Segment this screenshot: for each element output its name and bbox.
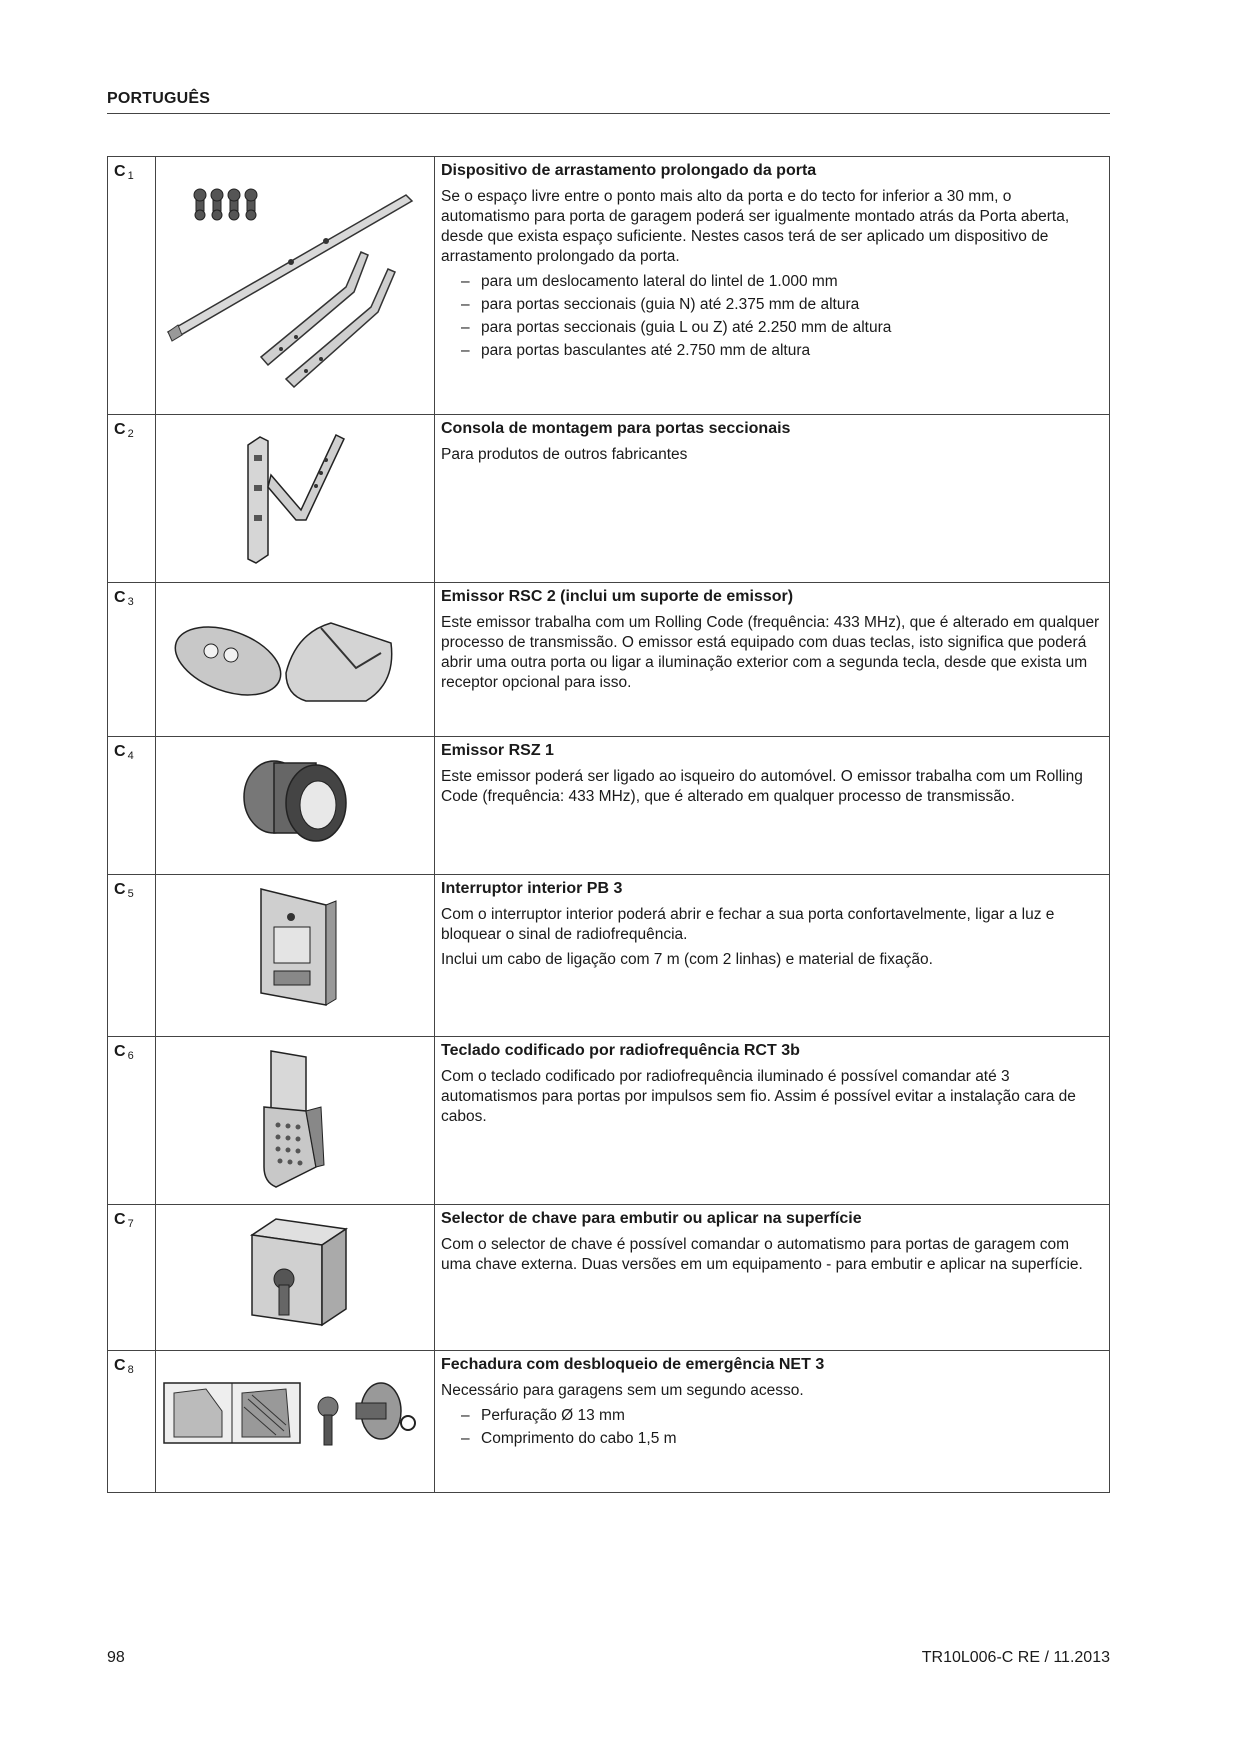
item-bullet-list <box>441 1406 1101 1449</box>
item-code: C $_6$ <box>108 1037 156 1205</box>
item-paragraph: Com o selector de chave é possível comandar o automatismo para portas de garagem com uma chave externa. Duas versões em um equipamento - para embutir e aplicar na superfície. <box>441 1236 1083 1273</box>
item-paragraph: Se o espaço livre entre o ponto mais alto da porta e do tecto for inferior a 30 mm, o automatismo para porta de garagem poderá ser igualmente montado atrás da Porta aberta, desde que exista espaço suficiente. Nestes casos terá de ser aplicado um dispositivo de arrastamento prolongado da porta. <box>441 188 1070 265</box>
item-title: Emissor RSZ 1 <box>441 742 554 759</box>
item-code: C $_4$ <box>108 737 156 875</box>
item-description <box>435 157 1110 415</box>
accessories-table <box>107 156 1110 1493</box>
item-code: C $_5$ <box>108 875 156 1037</box>
table-row <box>108 157 1110 415</box>
item-paragraph: Necessário para garagens sem um segundo acesso. <box>441 1382 804 1399</box>
table-row <box>108 1205 1110 1351</box>
item-description <box>435 1205 1110 1351</box>
item-title: Consola de montagem para portas seccionais <box>441 420 791 437</box>
item-description <box>435 1351 1110 1493</box>
extended-door-link-arm-kit-image <box>156 157 435 415</box>
hand-transmitter-with-holder-image <box>156 583 435 737</box>
item-description <box>435 875 1110 1037</box>
item-code: C $_3$ <box>108 583 156 737</box>
table-row <box>108 875 1110 1037</box>
table-row <box>108 1351 1110 1493</box>
item-description <box>435 1037 1110 1205</box>
list-item: – Perfuração Ø 13 mm <box>481 1406 1101 1426</box>
emergency-release-lock-image <box>156 1351 435 1493</box>
item-title: Selector de chave para embutir ou aplicar na superfície <box>441 1210 862 1227</box>
section-header: PORTUGUÊS <box>107 90 211 107</box>
item-code: C $_8$ <box>108 1351 156 1493</box>
list-item: – Comprimento do cabo 1,5 m <box>481 1429 1101 1449</box>
item-title: Fechadura com desbloqueio de emergência NET 3 <box>441 1356 825 1373</box>
list-item: – para portas seccionais (guia L ou Z) até 2.250 mm de altura <box>481 318 1101 338</box>
item-description <box>435 583 1110 737</box>
mounting-bracket-image <box>156 415 435 583</box>
item-title: Interruptor interior PB 3 <box>441 880 623 897</box>
table-row <box>108 583 1110 737</box>
item-paragraph: Com o teclado codificado por radiofrequência iluminado é possível comandar até 3 automatismos para portas por impulsos sem fio. Assim é possível evitar a instalação cara de cabos. <box>441 1068 1076 1125</box>
item-bullet-list <box>441 272 1101 361</box>
cigarette-lighter-transmitter-image <box>156 737 435 875</box>
internal-push-button-image <box>156 875 435 1037</box>
item-paragraph: Com o interruptor interior poderá abrir e fechar a sua porta confortavelmente, ligar a luz e bloquear o sinal de radiofrequência. <box>441 906 1055 943</box>
item-code: C $_7$ <box>108 1205 156 1351</box>
item-paragraph: Inclui um cabo de ligação com 7 m (com 2 linhas) e material de fixação. <box>441 951 933 968</box>
item-title: Teclado codificado por radiofrequência RCT 3b <box>441 1042 800 1059</box>
list-item: – para portas seccionais (guia N) até 2.375 mm de altura <box>481 295 1101 315</box>
document-reference: TR10L006-C RE / 11.2013 <box>921 1649 1110 1666</box>
item-paragraph: Este emissor poderá ser ligado ao isqueiro do automóvel. O emissor trabalha com um Rolling Code (frequência: 433 MHz), que é alterado em qualquer processo de transmissão. <box>441 768 1083 805</box>
item-code: C $_1$ <box>108 157 156 415</box>
item-paragraph: Para produtos de outros fabricantes <box>441 446 688 463</box>
item-paragraph: Este emissor trabalha com um Rolling Code (frequência: 433 MHz), que é alterado em qualquer processo de transmissão. O emissor está equipado com duas teclas, isto significa que poderá abrir uma outra porta ou ligar a iluminação exterior com a segunda tecla, desde que exista um receptor opcional para isso. <box>441 614 1100 691</box>
table-row <box>108 737 1110 875</box>
item-description <box>435 737 1110 875</box>
item-title: Dispositivo de arrastamento prolongado da porta <box>441 162 817 179</box>
header-divider <box>107 113 1110 114</box>
item-title: Emissor RSC 2 (inclui um suporte de emissor) <box>441 588 794 605</box>
list-item: – para portas basculantes até 2.750 mm de altura <box>481 341 1101 361</box>
radio-code-keypad-image <box>156 1037 435 1205</box>
page-number: 98 <box>107 1649 125 1666</box>
key-switch-image <box>156 1205 435 1351</box>
list-item: – para um deslocamento lateral do lintel de 1.000 mm <box>481 272 1101 292</box>
item-code: C $_2$ <box>108 415 156 583</box>
table-row <box>108 1037 1110 1205</box>
table-row <box>108 415 1110 583</box>
item-description <box>435 415 1110 583</box>
